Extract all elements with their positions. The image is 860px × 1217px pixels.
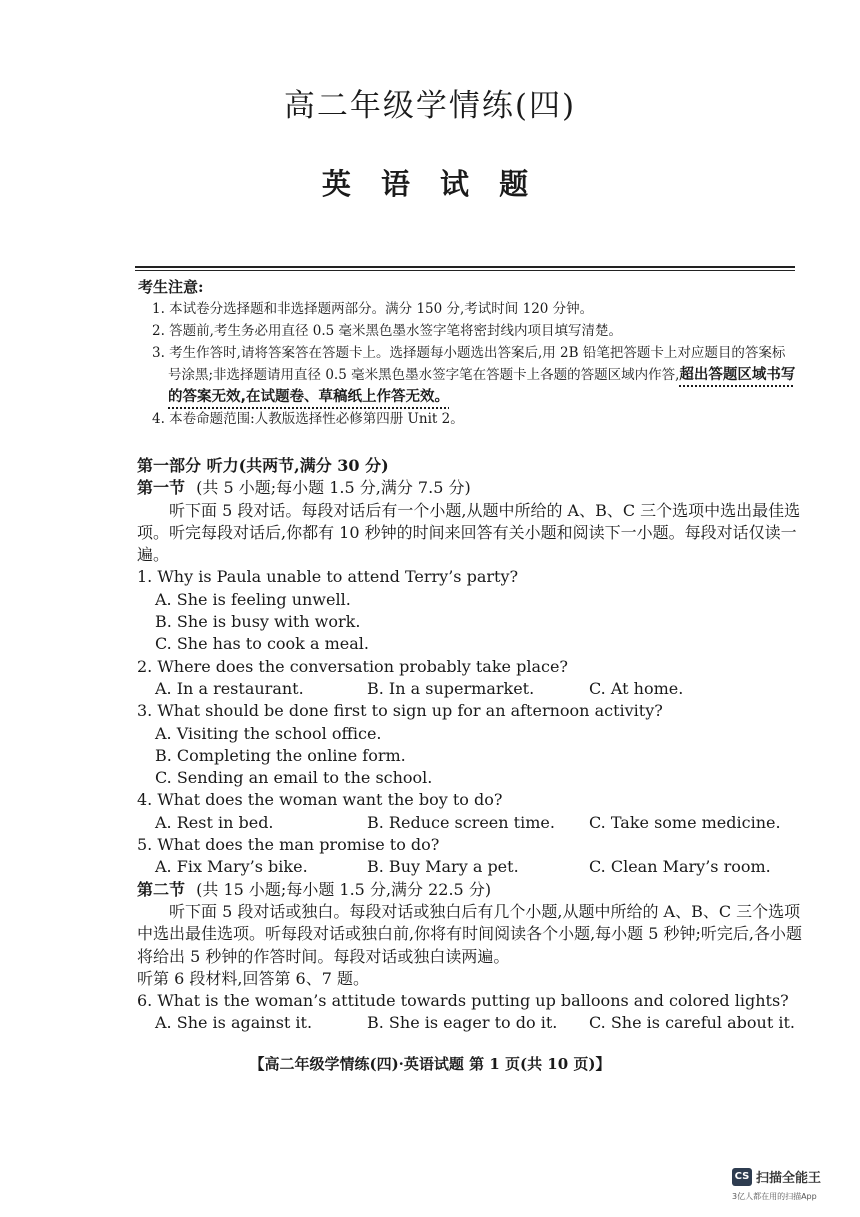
option-row bbox=[137, 812, 802, 834]
page-footer: 【高二年级学情练(四)·英语试题 第 1 页(共 10 页)】 bbox=[249, 1055, 611, 1073]
section-info: (共 5 小题;每小题 1.5 分,满分 7.5 分) bbox=[196, 478, 471, 498]
option-a: A. She is against it. bbox=[155, 1013, 313, 1033]
option-c: C. At home. bbox=[589, 678, 684, 698]
notice-item: 4. 本卷命题范围:人教版选择性必修第四册 Unit 2。 bbox=[152, 411, 464, 427]
scanner-brand bbox=[732, 1167, 842, 1186]
question-stem: 2. Where does the conversation probably take place? bbox=[137, 656, 568, 676]
divider bbox=[135, 270, 795, 271]
section-title: 第二节 bbox=[137, 879, 186, 899]
notice-emphasis: 超出答题区域书写的答案无效,在试题卷、草稿纸上作答无效。 bbox=[168, 367, 796, 405]
section-info: (共 15 小题;每小题 1.5 分,满分 22.5 分) bbox=[196, 879, 492, 899]
question bbox=[137, 789, 802, 834]
scanner-slogan: 3亿人都在用的扫描App bbox=[732, 1192, 817, 1201]
option-a: A. In a restaurant. bbox=[155, 678, 304, 698]
listening-part bbox=[137, 455, 802, 1035]
option-a: A. Visiting the school office. bbox=[155, 723, 382, 743]
section-instructions: 听下面 5 段对话。每段对话后有一个小题,从题中所给的 A、B、C 三个选项中选出最佳选项。听完每段对话后,你都有 10 秒钟的时间来回答有关小题和阅读下一小题。每段对话仅读一遍。 bbox=[137, 500, 801, 565]
option-b: B. Reduce screen time. bbox=[367, 812, 555, 832]
option-row bbox=[137, 856, 802, 878]
section-instructions: 听下面 5 段对话或独白。每段对话或独白后有几个小题,从题中所给的 A、B、C 三个选项中选出最佳选项。听每段对话或独白前,你将有时间阅读各个小题,每小题 5 秒钟;听完后,各小题将给出 5 秒钟的作答时间。每段对话或独白读两遍。 bbox=[137, 901, 803, 966]
option-b: B. She is eager to do it. bbox=[367, 1013, 558, 1033]
section-heading bbox=[137, 477, 802, 499]
notice-item bbox=[138, 342, 798, 408]
question bbox=[137, 656, 802, 701]
notice-box bbox=[138, 276, 798, 430]
question bbox=[137, 566, 802, 655]
option-a: A. Rest in bed. bbox=[155, 812, 274, 832]
option-c: C. Clean Mary’s room. bbox=[589, 857, 771, 877]
option-c: C. She is careful about it. bbox=[589, 1013, 795, 1033]
question-stem: 4. What does the woman want the boy to do? bbox=[137, 790, 503, 810]
question-stem: 6. What is the woman’s attitude towards putting up balloons and colored lights? bbox=[137, 991, 789, 1011]
question bbox=[137, 700, 802, 789]
option-row bbox=[137, 1012, 802, 1034]
notice-heading: 考生注意: bbox=[138, 278, 204, 296]
notice-item: 1. 本试卷分选择题和非选择题两部分。满分 150 分,考试时间 120 分钟。 bbox=[152, 301, 594, 317]
part-heading: 第一部分 听力(共两节,满分 30 分) bbox=[137, 456, 389, 475]
exam-title: 高二年级学情练(四) bbox=[283, 88, 577, 124]
scanner-watermark bbox=[732, 1167, 842, 1202]
option-b: B. In a supermarket. bbox=[367, 678, 535, 698]
option-row bbox=[137, 678, 802, 700]
question bbox=[137, 990, 802, 1035]
question-stem: 1. Why is Paula unable to attend Terry’s party? bbox=[137, 567, 519, 587]
option-b: B. She is busy with work. bbox=[155, 612, 361, 632]
section-title: 第一节 bbox=[137, 478, 186, 498]
option-c: C. Take some medicine. bbox=[589, 812, 781, 832]
divider bbox=[135, 266, 795, 268]
option-b: B. Completing the online form. bbox=[155, 745, 406, 765]
section-heading bbox=[137, 879, 802, 901]
option-a: A. Fix Mary’s bike. bbox=[155, 857, 308, 877]
notice-item-text: 3. 考生作答时,请将答案答在答题卡上。选择题每小题选出答案后,用 2B 铅笔把答题卡上对应题目的答案标号涂黑;非选择题请用直径 0.5 毫米黑色墨水签字笔在答题卡上各题的答题区域内作答, bbox=[152, 345, 786, 383]
notice-item: 2. 答题前,考生务必用直径 0.5 毫米黑色墨水签字笔将密封线内项目填写清楚。 bbox=[152, 323, 623, 339]
option-a: A. She is feeling unwell. bbox=[155, 589, 351, 609]
option-c: C. She has to cook a meal. bbox=[155, 634, 369, 654]
camscanner-icon: CS bbox=[732, 1168, 752, 1186]
material-note: 听第 6 段材料,回答第 6、7 题。 bbox=[137, 968, 369, 988]
scanner-name: 扫描全能王 bbox=[756, 1171, 822, 1186]
exam-subject-title: 英 语 试 题 bbox=[321, 167, 539, 201]
option-b: B. Buy Mary a pet. bbox=[367, 857, 519, 877]
question bbox=[137, 834, 802, 879]
question-stem: 5. What does the man promise to do? bbox=[137, 835, 440, 855]
option-c: C. Sending an email to the school. bbox=[155, 768, 433, 788]
question-stem: 3. What should be done first to sign up for an afternoon activity? bbox=[137, 701, 663, 721]
